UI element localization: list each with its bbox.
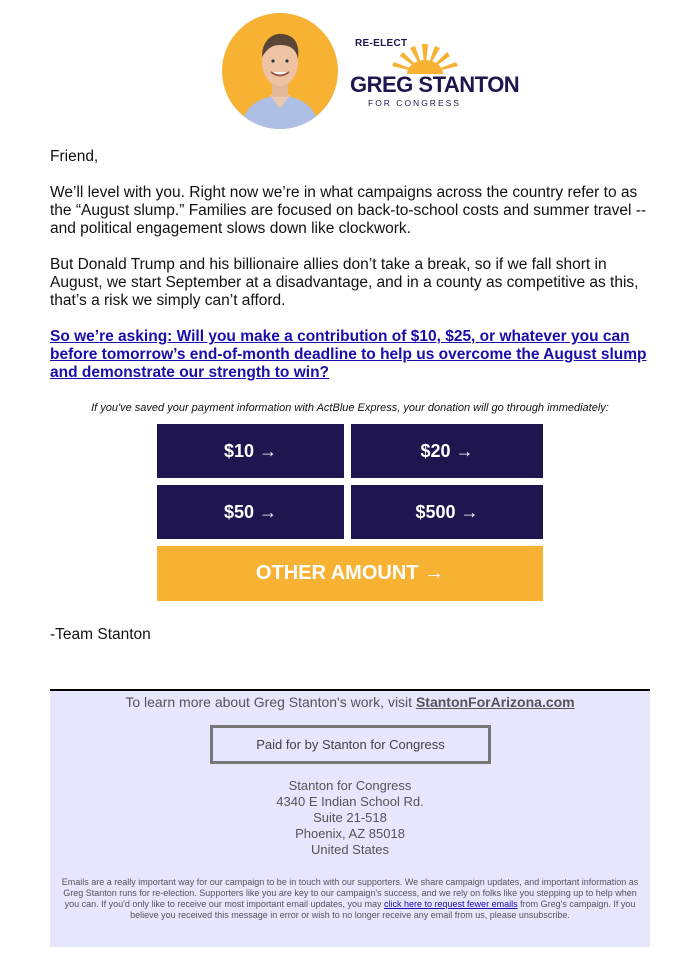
learn-more-line — [50, 694, 650, 710]
logo-sub-text: FOR CONGRESS — [368, 98, 461, 108]
donate-500-button[interactable]: $500 → — [351, 485, 543, 539]
address-line: United States — [310, 842, 390, 857]
donate-20-button[interactable]: $20 → — [351, 424, 543, 478]
actblue-note: If you've saved your payment information with ActBlue Express, your donation will go through immediately: — [91, 402, 609, 414]
email-footer — [50, 689, 650, 947]
request-fewer-emails-link[interactable]: click here to request fewer emails — [384, 899, 518, 909]
contribution-ask-link[interactable]: So we’re asking: Will you make a contribution of $10, $25, or whatever you can before tomorrow’s end-of-month deadline to help us overcome the August slump and demonstrate our strength to win? — [50, 328, 647, 381]
greeting: Friend, — [50, 148, 99, 165]
candidate-photo — [222, 13, 338, 129]
fine-print-text-1: Emails are a really important way for our campaign to be in touch with our supporters. We share campaign updates, and important information as Greg Stanton runs for re-election. Supporters like you are key to our campaign's success, and we rely on folks like you stepping up to help when you can. If you'd only like to receive our most important email updates, you may — [61, 877, 639, 909]
paid-for-box: Paid for by Stanton for Congress — [210, 725, 491, 764]
email-body — [50, 148, 650, 400]
donate-50-button[interactable]: $50 → — [157, 485, 344, 539]
fine-print-text-2: from Greg's campaign. If you believe you received this message in error or wish to no longer receive any email from us, please unsubscribe. — [130, 899, 636, 920]
logo-reelect-text: RE-ELECT — [355, 38, 408, 49]
website-link[interactable]: StantonForArizona.com — [415, 694, 575, 710]
campaign-logo — [350, 36, 520, 111]
mailing-address — [50, 778, 650, 858]
address-line: 4340 E Indian School Rd. — [276, 794, 424, 809]
learn-more-text: To learn more about Greg Stanton's work, visit — [125, 694, 413, 710]
donate-other-amount-button[interactable]: OTHER AMOUNT → — [157, 546, 543, 601]
donate-10-button[interactable]: $10 → — [157, 424, 344, 478]
signoff: -Team Stanton — [50, 626, 151, 643]
address-line: Suite 21-518 — [313, 810, 387, 825]
email-header — [0, 0, 700, 140]
address-line: Phoenix, AZ 85018 — [295, 826, 405, 841]
paragraph-2: But Donald Trump and his billionaire allies don’t take a break, so if we fall short in August, we start September at a disadvantage, and in a county as competitive as this, that’s a risk we simply can’t afford. — [50, 256, 639, 309]
address-line: Stanton for Congress — [288, 778, 412, 793]
logo-name-text: GREG STANTON — [350, 72, 520, 97]
fine-print — [60, 877, 640, 921]
paragraph-1: We’ll level with you. Right now we’re in what campaigns across the country refer to as the “August slump.” Families are focused on back-to-school costs and summer travel -- and political engagement slows down like clockwork. — [50, 184, 647, 237]
